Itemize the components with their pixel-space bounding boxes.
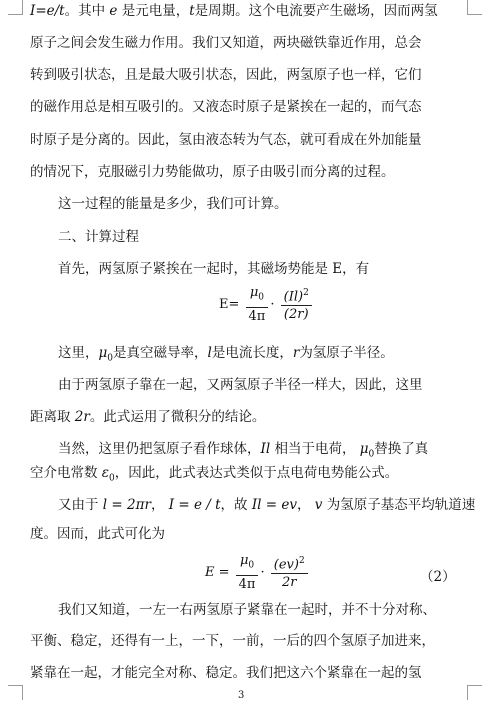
text-span: 。此式运用了微积分的结论。 bbox=[89, 409, 266, 425]
text-span: 是真空磁导率， bbox=[113, 345, 208, 361]
text-span: 替换了真 bbox=[374, 441, 429, 457]
text-span: 。其中 bbox=[64, 3, 106, 19]
text-line bbox=[30, 464, 398, 488]
eq-symbol: μ bbox=[249, 285, 259, 300]
math-inline: μ bbox=[98, 345, 108, 361]
math-inline: 2r bbox=[74, 409, 90, 425]
eq-numerator: (ev) bbox=[273, 557, 299, 573]
text-span: ， bbox=[296, 497, 311, 513]
text-span: 为氢原子半径。 bbox=[299, 345, 394, 361]
text-span: 是元电量， bbox=[121, 3, 190, 19]
eq-symbol: μ bbox=[239, 553, 249, 568]
text-span: 当然，这里仍把氢原子看作球体， bbox=[58, 441, 261, 457]
math-inline: l bbox=[207, 345, 212, 361]
text-line: 这一过程的能量是多少，我们可计算。 bbox=[58, 196, 288, 212]
math-subscript: 0 bbox=[368, 449, 375, 460]
eq-lhs: E= bbox=[219, 296, 240, 312]
math-inline: ε bbox=[101, 465, 110, 481]
equation-number: （2） bbox=[420, 569, 456, 585]
text-line: 首先，两氢原子紧挨在一起时，其磁场势能是 E，有 bbox=[58, 261, 370, 277]
text-span: 空介电常数 bbox=[30, 465, 98, 481]
text-line: 时原子是分离的。因此，氢由液态转为气态，就可看成在外加能量 bbox=[30, 132, 422, 148]
eq-denominator: 2r bbox=[281, 575, 297, 591]
text-line bbox=[58, 440, 428, 464]
eq-numerator: (Il) bbox=[283, 289, 304, 305]
math-inline: Il bbox=[260, 441, 271, 457]
math-inline: Il = ev bbox=[251, 497, 297, 513]
text-span: 这里， bbox=[58, 345, 99, 361]
text-line: 的情况下，克服磁引力势能做功，原子由吸引而分离的过程。 bbox=[30, 164, 395, 180]
math-inline: e bbox=[109, 3, 118, 19]
eq-subscript: 0 bbox=[248, 560, 255, 571]
text-line: 平衡、稳定，还得有一上，一下，一前，一后的四个氢原子加进来， bbox=[30, 633, 435, 649]
section-heading: 二、计算过程 bbox=[58, 229, 139, 245]
math-inline: I=e/t bbox=[30, 3, 65, 19]
text-span: ，因此，此式表达式类似于点电荷电势能公式。 bbox=[114, 465, 399, 481]
math-inline: t bbox=[189, 3, 195, 19]
text-line bbox=[30, 2, 438, 20]
eq-superscript: 2 bbox=[298, 556, 305, 567]
math-inline: v bbox=[314, 497, 323, 513]
text-line: 紧靠在一起，才能完全对称、稳定。我们把这六个紧靠在一起的氢 bbox=[30, 665, 422, 681]
text-span: 是电流长度， bbox=[211, 345, 293, 361]
text-line: 由于两氢原子靠在一起，又两氢原子半径一样大，因此，这里 bbox=[58, 377, 423, 393]
page-number: 3 bbox=[238, 690, 245, 701]
equation-2 bbox=[205, 552, 310, 593]
text-span: ， bbox=[150, 497, 165, 513]
math-inline: l = 2πr bbox=[102, 497, 151, 513]
eq-fraction bbox=[281, 285, 312, 323]
text-line: 原子之间会发生磁力作用。我们又知道，两块磁铁靠近作用，总会 bbox=[30, 35, 422, 51]
eq-subscript: 0 bbox=[258, 292, 265, 303]
text-line: 度。因而，此式可化为 bbox=[30, 526, 165, 542]
eq-operator: · bbox=[270, 296, 275, 312]
eq-denominator: (2r) bbox=[283, 307, 309, 323]
text-line bbox=[58, 496, 475, 514]
equation-1 bbox=[219, 284, 314, 325]
eq-fraction bbox=[236, 552, 259, 593]
page-corner-mark bbox=[467, 685, 482, 700]
text-line: 我们又知道，一左一右两氢原子紧靠在一起时，并不十分对称、 bbox=[58, 602, 436, 618]
math-subscript: 0 bbox=[107, 353, 114, 364]
eq-fraction bbox=[271, 553, 308, 591]
text-span: 是周期。这个电流要产生磁场，因而两氢 bbox=[194, 3, 438, 19]
math-subscript: 0 bbox=[109, 473, 115, 484]
page-corner-mark bbox=[8, 685, 23, 700]
eq-operator: · bbox=[260, 564, 265, 580]
text-span: 为氢原子基态平均轨道速 bbox=[326, 497, 476, 513]
eq-superscript: 2 bbox=[303, 288, 309, 299]
math-inline: μ bbox=[359, 441, 369, 457]
text-line bbox=[58, 344, 394, 368]
text-span: 又由于 bbox=[58, 497, 99, 513]
page-corner-mark bbox=[467, 0, 482, 15]
text-span: 相当于电荷， bbox=[274, 441, 356, 457]
text-span: ，故 bbox=[220, 497, 248, 513]
math-inline: I = e / t bbox=[168, 497, 221, 513]
page-corner-mark bbox=[8, 0, 23, 15]
text-line: 的磁作用总是相互吸引的。又液态时原子是紧挨在一起的，而气态 bbox=[30, 99, 422, 115]
eq-denominator: 4π bbox=[248, 308, 266, 324]
text-line: 转到吸引状态，且是最大吸引状态，因此，两氢原子也一样，它们 bbox=[30, 67, 422, 83]
text-line bbox=[30, 408, 265, 426]
eq-denominator: 4π bbox=[238, 576, 256, 592]
eq-lhs: E = bbox=[205, 564, 230, 580]
math-inline: r bbox=[292, 345, 300, 361]
text-span: 距离取 bbox=[30, 409, 71, 425]
eq-fraction bbox=[246, 284, 269, 325]
